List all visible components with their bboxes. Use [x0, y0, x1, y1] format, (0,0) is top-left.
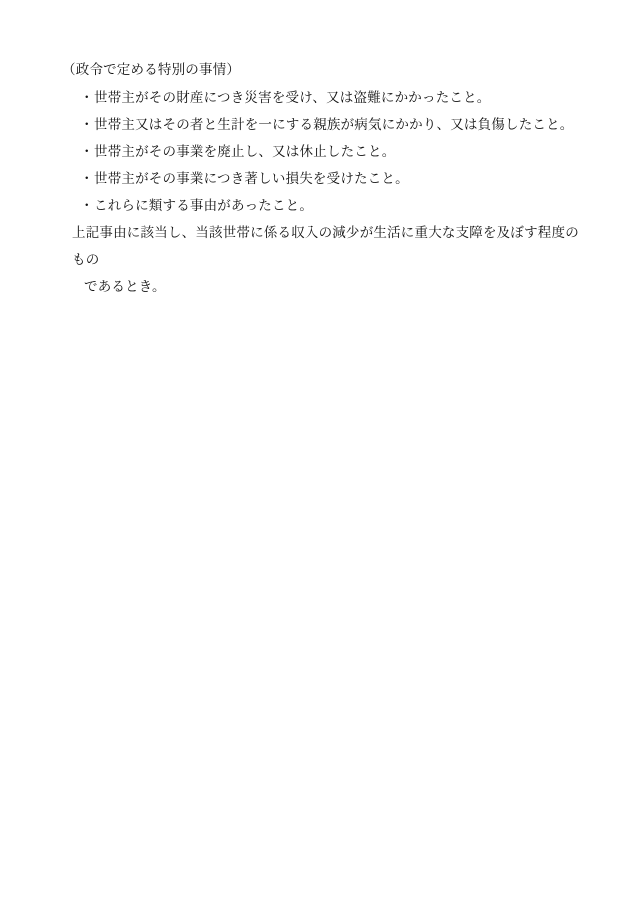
bullet-icon: ・ — [80, 117, 94, 132]
bullet-icon: ・ — [80, 144, 94, 159]
list-item — [80, 138, 582, 165]
closing-line-2: であるとき。 — [84, 279, 166, 294]
list-item-text: 世帯主がその財産につき災害を受け、又は盗難にかかったこと。 — [94, 90, 491, 105]
list-item — [80, 165, 582, 192]
list-item — [80, 192, 582, 219]
closing-line-1: 上記事由に該当し、当該世帯に係る収入の減少が生活に重大な支障を及ぼす程度のもの — [72, 225, 579, 267]
closing-paragraph — [62, 219, 582, 300]
list-item-text: 世帯主がその事業を廃止し、又は休止したこと。 — [94, 144, 396, 159]
list-item-text: これらに類する事由があったこと。 — [94, 198, 314, 213]
bullet-icon: ・ — [80, 171, 94, 186]
bullet-icon: ・ — [80, 90, 94, 105]
list-item-text: 世帯主がその事業につき著しい損失を受けたこと。 — [94, 171, 409, 186]
list-item-text: 世帯主又はその者と生計を一にする親族が病気にかかり、又は負傷したこと。 — [94, 117, 574, 132]
list-item — [80, 111, 582, 138]
bullet-icon: ・ — [80, 198, 94, 213]
section-heading: （政令で定める特別の事情） — [62, 62, 241, 77]
conditions-list — [62, 84, 582, 219]
list-item — [80, 84, 582, 111]
